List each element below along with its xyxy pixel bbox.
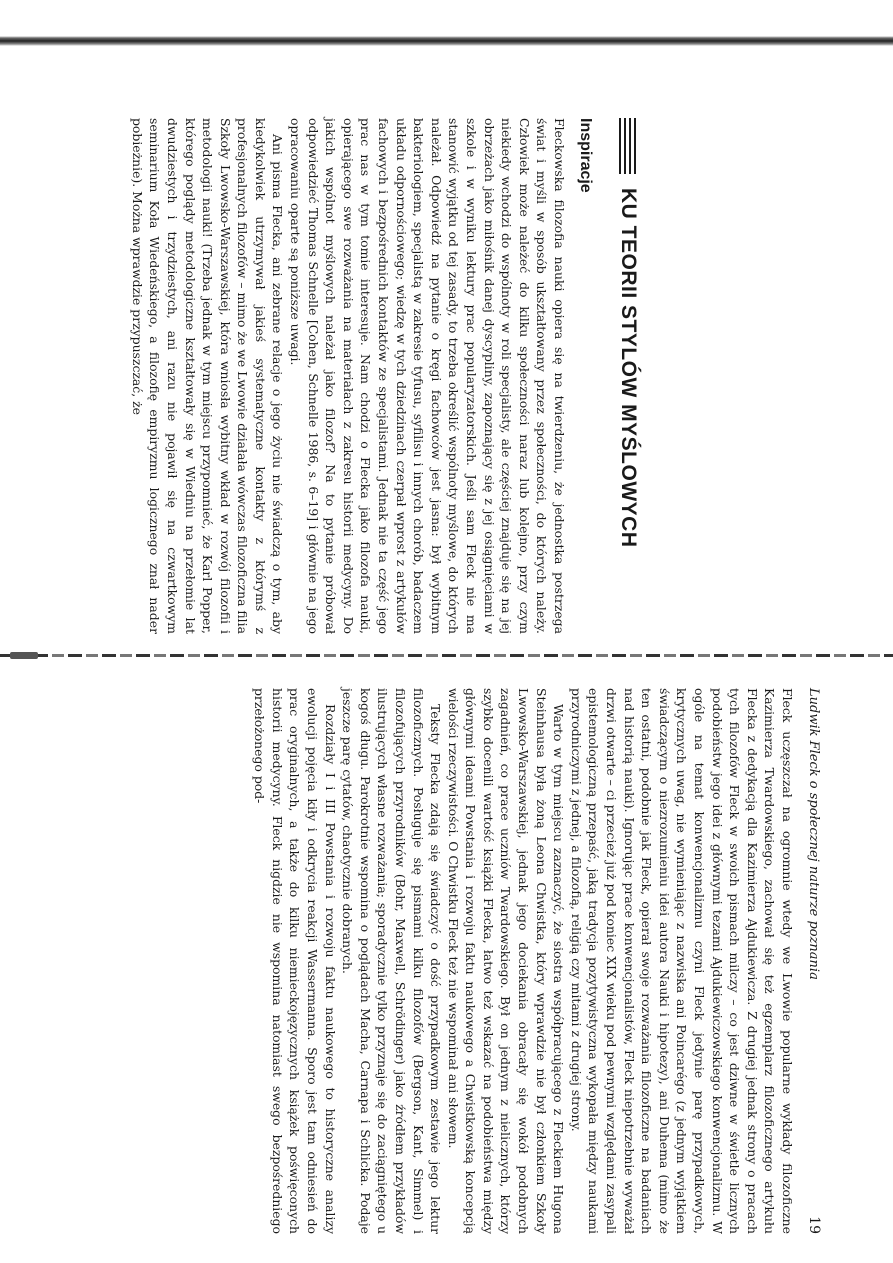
right-page <box>251 688 822 1234</box>
paragraph: Warto w tym miejscu zaznaczyć, że siostra współpracującego z Fleckiem Hugona Steinhausa była żoną Leona Chwistka, który wprawdzie nie był członkiem Szkoły Lwowsko-Warszawskiej, jednak jego dociekania obracały się wokół podobnych zagadnień, co prace uczniów Twardowskiego. Był on jednym z nielicznych, którzy szybko docenili wartość książki Flecka, łatwo też wskazać na podobieństwa między głównymi ideami Powstania i rozwoju faktu naukowego a Chwistkowską koncepcją wielości rzeczywistości. O Chwistku Fleck też nie wspominał ani słowem. <box>445 688 567 1234</box>
paragraph: Rozdziały I i III Powstania i rozwoju faktu naukowego to historyczne analizy ewolucji pojęcia kiły i odkrycia reakcji Wassermanna. Sporo jest tam odniesień do prac oryginalnych, a także do kilku niemieckojęzycznych książek poświęconych historii medycyny. Fleck nigdzie nie wspomina natomiast swego bezpośredniego przełożonego pod- <box>252 688 338 1234</box>
paragraph: Ani pisma Flecka, ani zebrane relacje o jego życiu nie świadczą o tym, aby kiedykolwiek utrzymywał jakieś systematyczne kontakty z którymś z profesjonalnych filozofów – mimo że we Lwowie działała wówczas filozoficzna filia Szkoły Lwowsko-Warszawskiej, która wniosła wybitny wkład w rozwój filozofii i metodologii nauki! (Trzeba jednak w tym miejscu przypomnieć, że Karl Popper, którego poglądy metodologiczne kształtowały się w Wiedniu na przełomie lat dwudziestych i trzydziestych, ani razu nie pojawił się na czwartkowym seminarium Koła Wiedeńskiego, a filozofię empiryzmu logicznego znał nader pobieżnie). Można wprawdzie przypuszczać, że <box>129 118 286 634</box>
paragraph: Teksty Flecka zdają się świadczyć o dość przypadkowym zestawie jego lektur filozoficznych. Posługuje się pismami kilku filozofów (Bergson, Kant, Simmel) i filozofujących przyrodników (Bohr, Maxwell, Schrödinger) jako źródłem przykładów ilustrujących własne rozważania; sporadycznie tylko przyznaje się do zaciągniętego u kogoś długu. Parokrotnie wspomina o poglądach Macha, Carnapa i Schlicka. Podaje jeszcze parę cytatów, chaotycznie dobranych. <box>340 688 444 1234</box>
page-number: 19 <box>806 1216 822 1234</box>
page-divider <box>0 654 893 657</box>
running-header <box>806 688 822 1234</box>
paragraph: Fleckowska filozofia nauki opiera się na twierdzeniu, że jednostka postrzega świat i myśli w sposób ukształtowany przez społeczności, do których należy. Człowiek może należeć do kilku społeczności naraz lub kolejno, przy czym niekiedy wchodzi do wspólnoty w roli specjalisty, ale częściej znajduje się na jej obrzeżach jako miłośnik danej dyscypliny, zapoznający się z jej osiągnięciami w szkole i w wyniku lektury prac popularyzatorskich. Jeśli sam Fleck nie ma stanowić wyjątku od tej zasady, to trzeba określić wspólnoty myślowe, do których należał. Odpowiedź na pytanie o kręgi fachowców jest jasna: był wybitnym bakteriologiem, specjalistą w zakresie tyfusu, syfilisu i innych chorób, badaczem układu odpornościowego; wiedzę w tych dziedzinach czerpał wprost z artykułów fachowych i bezpośrednich kontaktów ze specjalistami. Jednak nie ta część jego prac nas w tym tomie interesuje. Nam chodzi o Flecka jako filozofa nauki, opierającego swe rozważania na materiałach z zakresu historii medycyny. Do jakich wspólnot myślowych należał jako filozof? Na to pytanie próbował odpowiedzieć Thomas Schnelle [Cohen, Schnelle 1986, s. 6–19] i głównie na jego opracowaniu oparte są poniższe uwagi. <box>288 118 567 634</box>
chapter-title: KU TEORII STYLÓW MYŚLOWYCH <box>617 188 640 548</box>
section-title: Inspiracje <box>577 118 594 193</box>
chapter-heading <box>616 118 640 634</box>
paragraph: Fleck uczęszczał na ogromnie wtedy we Lwowie popularne wykłady filozoficzne Kazimierza Twardowskiego, zachował się też egzemplarz filozoficznego artykułu Flecka z dedykacją dla Kazimierza Ajdukiewicza. Z drugiej jednak strony o pracach tych filozofów Fleck w swoich pismach milczy – co jest dziwne w świetle licznych podobieństw jego idei z głównymi tezami Ajdukiewiczowskiego konwencjonalizmu. W ogóle na temat konwencjonalizmu czyni Fleck jedynie parę przypadkowych, krytycznych uwag, nie wymieniając z nazwiska ani Poincarégo (z jednym wyjątkiem świadczącym o niezrozumieniu idei autora Nauki i hipotezy), ani Duhema (mimo że ten ostatni, podobnie jak Fleck, opierał swoje rozważania filozoficzne na badaniach nad historią nauki). Ignorując prace konwencjonalistów, Fleck niepotrzebnie wyważał drzwi otwarte – ci przecież już pod koniec XIX wieku pod pewnymi względami zasypali epistemologiczną przepaść, jaką tradycja pozytywistyczna wykopała między naukami przyrodniczymi z jednej, a filozofią, religią czy mitami z drugiej strony. <box>568 688 795 1234</box>
scan-top-rule <box>0 36 893 46</box>
chapter-ornament <box>620 118 637 174</box>
running-title: Ludwik Fleck o społecznej naturze poznania <box>806 688 821 980</box>
scan-edge-mark <box>10 652 38 659</box>
left-page <box>128 118 640 634</box>
